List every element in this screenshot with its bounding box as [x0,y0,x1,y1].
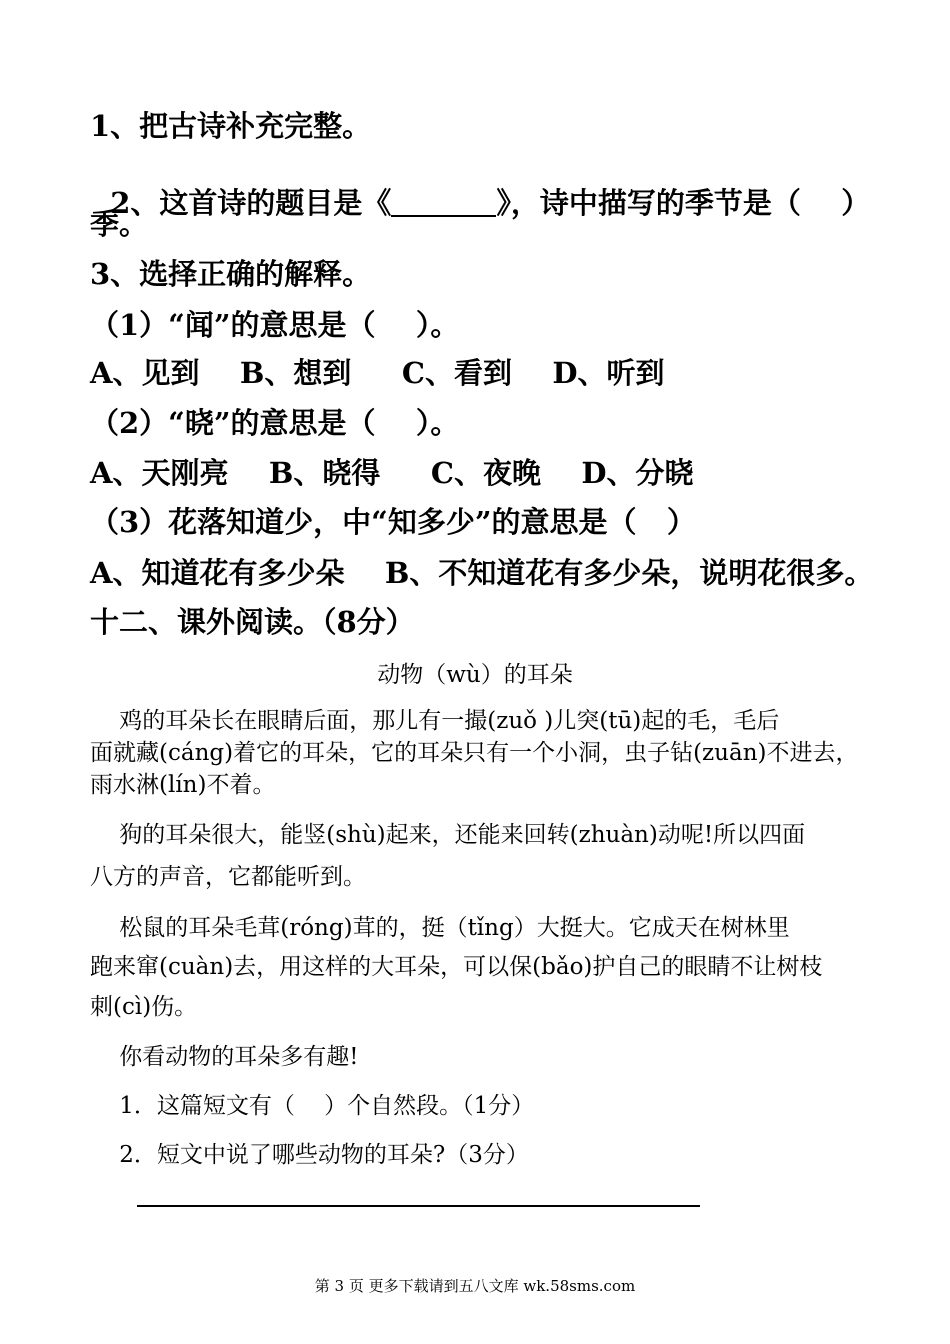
answer-blank [391,214,496,217]
sub-question-1: 1．这篇短文有（ ）个自然段。（1分） [90,1093,535,1119]
question-2-suffix: 》，诗中描写的季节是（ ） [496,186,871,220]
question-2-prefix: 2、这首诗的题目是《 [110,186,392,220]
question-3-2-options: A、天刚亮 B、晓得 C、夜晚 D、分晓 [90,456,694,490]
question-1: 1、把古诗补充完整。 [90,109,372,143]
question-3-2: （2）“晓”的意思是（ ）。 [90,406,460,440]
paragraph-3-line-3: 刺(cì)伤。 [90,994,198,1020]
paragraph-1-line-3: 雨水淋(lín)不着。 [90,772,276,798]
paragraph-1-line-2: 面就藏(cáng)着它的耳朵，它的耳朵只有一个小洞，虫子钻(zuān)不进去， [90,740,859,766]
page-footer: 第 3 页 更多下载请到五八文库 wk.58sms.com [314,1277,636,1295]
question-3-1: （1）“闻”的意思是（ ）。 [90,308,460,342]
paragraph-2-line-2: 八方的声音，它都能听到。 [90,864,366,890]
paragraph-3-line-1: 松鼠的耳朵毛茸(róng)茸的，挺（tǐng）大挺大。它成天在树林里 [90,915,790,941]
paragraph-1-line-1: 鸡的耳朵长在眼睛后面，那儿有一撮(zuǒ )儿突(tū)起的毛，毛后 [90,708,780,734]
sub-question-2: 2．短文中说了哪些动物的耳朵?（3分） [90,1142,529,1168]
paragraph-2-line-1: 狗的耳朵很大，能竖(shù)起来，还能来回转(zhuàn)动呢!所以四面 [90,822,806,848]
question-2-continued: 季。 [90,207,149,241]
answer-line [137,1205,700,1207]
paragraph-3-line-2: 跑来窜(cuàn)去，用这样的大耳朵，可以保(bǎo)护自己的眼睛不让树枝 [90,954,823,980]
section-12-heading: 十二、课外阅读。（8分） [90,605,415,639]
passage-title: 动物（wù）的耳朵 [377,662,573,688]
question-3-3-options: A、知道花有多少朵 B、不知道花有多少朵，说明花很多。 [90,556,874,590]
question-3: 3、选择正确的解释。 [90,257,372,291]
question-3-1-options: A、见到 B、想到 C、看到 D、听到 [90,356,665,390]
paragraph-4: 你看动物的耳朵多有趣! [90,1044,359,1070]
question-2 [90,160,870,218]
question-3-3: （3）花落知道少，中“知多少”的意思是（ ） [90,505,696,539]
